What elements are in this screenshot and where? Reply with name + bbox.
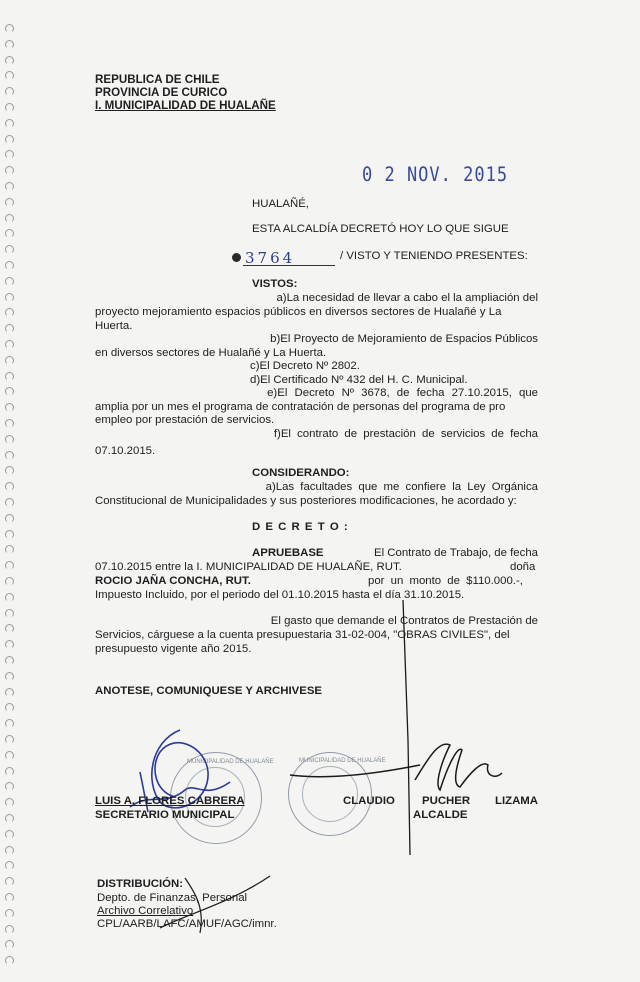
binder-hole bbox=[5, 672, 14, 681]
binder-hole bbox=[5, 577, 14, 586]
binder-hole bbox=[5, 514, 14, 523]
decreto-heading: D E C R E T O : bbox=[252, 521, 349, 533]
binder-hole bbox=[5, 925, 14, 934]
decree-number-line bbox=[243, 265, 335, 266]
vistos-e-line3: empleo por prestación de servicios. bbox=[95, 414, 275, 426]
intro-text: ESTA ALCALDÍA DECRETÓ HOY LO QUE SIGUE bbox=[252, 223, 509, 235]
place-name: HUALAÑÉ, bbox=[252, 198, 309, 210]
binder-hole bbox=[5, 482, 14, 491]
binder-hole bbox=[5, 372, 14, 381]
secretary-title: SECRETARIO MUNICIPAL bbox=[95, 809, 235, 821]
binder-hole bbox=[5, 451, 14, 460]
gasto-line3: presupuesto vigente año 2015. bbox=[95, 643, 252, 655]
binder-hole bbox=[5, 656, 14, 665]
binder-hole bbox=[5, 909, 14, 918]
binder-hole bbox=[5, 356, 14, 365]
vistos-f-line1: f)El contrato de prestación de servicios de fecha bbox=[273, 428, 538, 440]
gasto-line1: El gasto que demande el Contratos de Prestación de bbox=[270, 615, 538, 627]
apruebase-line1: El Contrato de Trabajo, de fecha bbox=[373, 547, 538, 559]
gasto-line2: Servicios, cárguese a la cuenta presupuestaria 31-02-004, "OBRAS CIVILES", del bbox=[95, 629, 510, 641]
binder-hole bbox=[5, 956, 14, 965]
binder-hole bbox=[5, 877, 14, 886]
binder-hole bbox=[5, 940, 14, 949]
seal-right-text: MUNICIPALIDAD DE HUALAÑE bbox=[299, 758, 386, 764]
binder-hole bbox=[5, 135, 14, 144]
vistos-a-line3: Huerta. bbox=[95, 320, 133, 332]
binder-hole bbox=[5, 609, 14, 618]
binder-hole bbox=[5, 640, 14, 649]
vistos-e-line1: e)El Decreto Nº 3678, de fecha 27.10.2015, que bbox=[267, 387, 538, 399]
binder-hole bbox=[5, 861, 14, 870]
binder-hole bbox=[5, 214, 14, 223]
vistos-heading: VISTOS: bbox=[252, 278, 298, 290]
binder-hole bbox=[5, 293, 14, 302]
binder-hole bbox=[5, 561, 14, 570]
vistos-a-line1: a)La necesidad de llevar a cabo el la ampliación del bbox=[276, 292, 538, 304]
binder-hole bbox=[5, 719, 14, 728]
header-municipality: I. MUNICIPALIDAD DE HUALAÑE bbox=[95, 99, 276, 112]
binder-hole bbox=[5, 767, 14, 776]
hole-punch-mark bbox=[232, 253, 241, 262]
binder-hole bbox=[5, 150, 14, 159]
date-stamp: 0 2 NOV. 2015 bbox=[362, 163, 509, 187]
binder-hole bbox=[5, 119, 14, 128]
initials-mark bbox=[150, 868, 280, 938]
binder-hole bbox=[5, 387, 14, 396]
header-country: REPUBLICA DE CHILE bbox=[95, 73, 220, 86]
secretary-name: LUIS A. FLORES CABRERA bbox=[95, 795, 245, 807]
binder-hole bbox=[5, 830, 14, 839]
binder-hole bbox=[5, 466, 14, 475]
mayor-title: ALCALDE bbox=[413, 809, 468, 821]
binder-hole bbox=[5, 340, 14, 349]
vistos-b-line1: b)El Proyecto de Mejoramiento de Espacios Públicos bbox=[270, 333, 538, 345]
binder-hole bbox=[5, 593, 14, 602]
mayor-last-name: PUCHER bbox=[422, 795, 471, 807]
binder-hole bbox=[5, 40, 14, 49]
binder-hole bbox=[5, 103, 14, 112]
binder-hole bbox=[5, 814, 14, 823]
considerando-a-line2: Constitucional de Municipalidades y sus posteriores modificaciones, he acordado y: bbox=[95, 495, 517, 507]
binder-hole bbox=[5, 245, 14, 254]
apruebase-line2-end: doña bbox=[510, 561, 536, 573]
decree-number: 3764 bbox=[245, 249, 296, 267]
vistos-f-line2: 07.10.2015. bbox=[95, 445, 156, 457]
binder-hole bbox=[5, 403, 14, 412]
binder-hole bbox=[5, 893, 14, 902]
binder-hole bbox=[5, 735, 14, 744]
binder-hole bbox=[5, 24, 14, 33]
apruebase-line2: 07.10.2015 entre la I. MUNICIPALIDAD DE HUALAÑE, RUT. bbox=[95, 561, 402, 573]
binder-hole bbox=[5, 198, 14, 207]
binder-holes bbox=[3, 24, 17, 974]
distribution-line1: Depto. de Finanzas, Personal bbox=[97, 892, 248, 904]
vistos-d: d)El Certificado Nº 432 del H. C. Municipal. bbox=[250, 374, 468, 386]
beneficiary-name: ROCIO JAÑA CONCHA, RUT. bbox=[95, 575, 251, 587]
closing-text: ANOTESE, COMUNIQUESE Y ARCHIVESE bbox=[95, 685, 323, 697]
binder-hole bbox=[5, 751, 14, 760]
considerando-a-line1: a)Las facultades que me confiere la Ley Orgánica bbox=[265, 481, 538, 493]
binder-hole bbox=[5, 87, 14, 96]
binder-hole bbox=[5, 435, 14, 444]
vistos-b-line2: en diversos sectores de Hualañé y La Huerta. bbox=[95, 347, 327, 359]
binder-hole bbox=[5, 624, 14, 633]
binder-hole bbox=[5, 56, 14, 65]
binder-hole bbox=[5, 166, 14, 175]
binder-hole bbox=[5, 419, 14, 428]
distribution-line3: CPL/AARB/LAFC/AMUF/AGC/imnr. bbox=[97, 918, 277, 930]
binder-hole bbox=[5, 71, 14, 80]
binder-hole bbox=[5, 798, 14, 807]
binder-hole bbox=[5, 846, 14, 855]
binder-hole bbox=[5, 530, 14, 539]
mayor-second-last-name: LIZAMA bbox=[495, 795, 539, 807]
vistos-c: c)El Decreto Nº 2802. bbox=[250, 360, 360, 372]
distribution-heading: DISTRIBUCIÓN: bbox=[97, 878, 184, 890]
distribution-line2: Archivo Correlativo bbox=[97, 905, 194, 917]
vistos-a-line2: proyecto mejoramiento espacios públicos en diversos sectores de Hualañé y La bbox=[95, 306, 502, 318]
apruebase-word: APRUEBASE bbox=[252, 547, 324, 559]
binder-hole bbox=[5, 308, 14, 317]
apruebase-line4: Impuesto Incluido, por el periodo del 01.10.2015 hasta el día 31.10.2015. bbox=[95, 589, 465, 601]
seal-left-text: MUNICIPALIDAD DE HUALAÑE bbox=[187, 759, 274, 765]
binder-hole bbox=[5, 182, 14, 191]
mayor-first-name: CLAUDIO bbox=[343, 795, 395, 807]
binder-hole bbox=[5, 782, 14, 791]
binder-hole bbox=[5, 324, 14, 333]
binder-hole bbox=[5, 261, 14, 270]
apruebase-amount: por un monto de $110.000.-, bbox=[368, 575, 523, 587]
binder-hole bbox=[5, 688, 14, 697]
vistos-e-line2: amplia por un mes el programa de contratación de personas del programa de pro bbox=[95, 401, 506, 413]
binder-hole bbox=[5, 277, 14, 286]
binder-hole bbox=[5, 229, 14, 238]
binder-hole bbox=[5, 498, 14, 507]
considerando-heading: CONSIDERANDO: bbox=[252, 467, 350, 479]
binder-hole bbox=[5, 545, 14, 554]
binder-hole bbox=[5, 703, 14, 712]
header-province: PROVINCIA DE CURICO bbox=[95, 86, 228, 99]
visto-text: / VISTO Y TENIENDO PRESENTES: bbox=[340, 250, 528, 262]
